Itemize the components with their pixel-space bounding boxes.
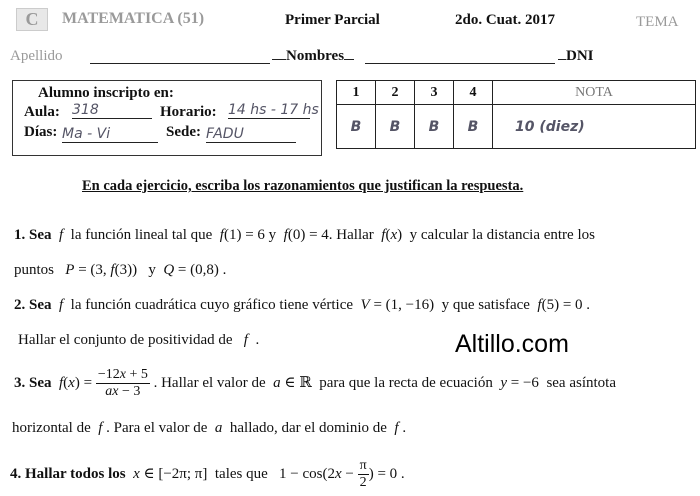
dias-value: Ma - Vi	[62, 126, 158, 143]
apellido-label: Apellido	[10, 48, 63, 64]
grade-col-4: 4	[454, 81, 493, 105]
tema-label: TEMA	[636, 14, 679, 30]
nota-value: 10 (diez)	[493, 105, 696, 149]
sede-value: FADU	[206, 126, 296, 143]
exercise-4-fraction: $\frac{\pi}{2}$	[359, 458, 367, 490]
grade-col-2: 2	[376, 81, 415, 105]
nombres-label: Nombres	[272, 48, 354, 65]
exercise-1-number: 1. Sea	[14, 227, 52, 243]
watermark: Altillo.com	[455, 330, 569, 358]
exercise-4: 4. Hallar todos los x ∈ [−2π; π] tales que 1 − cos(2x − $\frac{\pi}{2}$ ) = 0 .	[10, 458, 405, 490]
grade-mark-1: B	[337, 105, 376, 149]
sede-label: Sede:	[166, 124, 201, 140]
exercise-2-line-2: Hallar el conjunto de positividad de f .	[18, 332, 260, 348]
nota-header: NOTA	[493, 81, 696, 105]
aula-label: Aula:	[24, 104, 60, 120]
grade-mark-3: B	[415, 105, 454, 149]
header-row	[16, 8, 48, 31]
horario-value: 14 hs - 17 hs	[228, 102, 319, 118]
exercise-1-line-1: 1. Sea f la función lineal tal que f(1) = 6 y f(0) = 4. Hallar f(x) y calcular la distancia entre los	[14, 227, 595, 243]
instruction: En cada ejercicio, escriba los razonamientos que justifican la respuesta.	[82, 178, 524, 194]
horario-label: Horario:	[160, 104, 217, 120]
grade-col-1: 1	[337, 81, 376, 105]
enrollment-title: Alumno inscripto en:	[38, 85, 174, 101]
apellido-line	[90, 63, 270, 64]
exercise-3-fraction: $\frac{-12x + 5}{ax - 3}$	[97, 367, 148, 399]
grade-mark-2: B	[376, 105, 415, 149]
exercise-2-line-1: 2. Sea f la función cuadrática cuyo gráfico tiene vértice V = (1, −16) y que satisface f(5) = 0 .	[14, 297, 591, 313]
nombres-line	[365, 63, 555, 64]
grades-table	[336, 80, 696, 149]
dias-label: Días:	[24, 124, 58, 140]
dni-label: DNI	[558, 48, 594, 65]
grade-col-3: 3	[415, 81, 454, 105]
exam-title: Primer Parcial	[285, 12, 380, 28]
exercise-1-line-2: puntos P = (3, f(3)) y Q = (0,8) .	[14, 262, 227, 278]
exercise-3-line-1: 3. Sea f(x) = $\frac{-12x + 5}{ax - 3}$ . Hallar el valor de a ∈ ℝ para que la recta de ecuación y = −6 sea asíntota	[14, 367, 616, 399]
subject-box: C	[16, 8, 48, 31]
term-label: 2do. Cuat. 2017	[455, 12, 556, 28]
grade-mark-4: B	[454, 105, 493, 149]
exercise-3-line-2: horizontal de f . Para el valor de a hallado, dar el dominio de f .	[12, 420, 407, 436]
aula-value: 318	[72, 102, 152, 119]
subject-title: MATEMATICA (51)	[62, 10, 205, 27]
